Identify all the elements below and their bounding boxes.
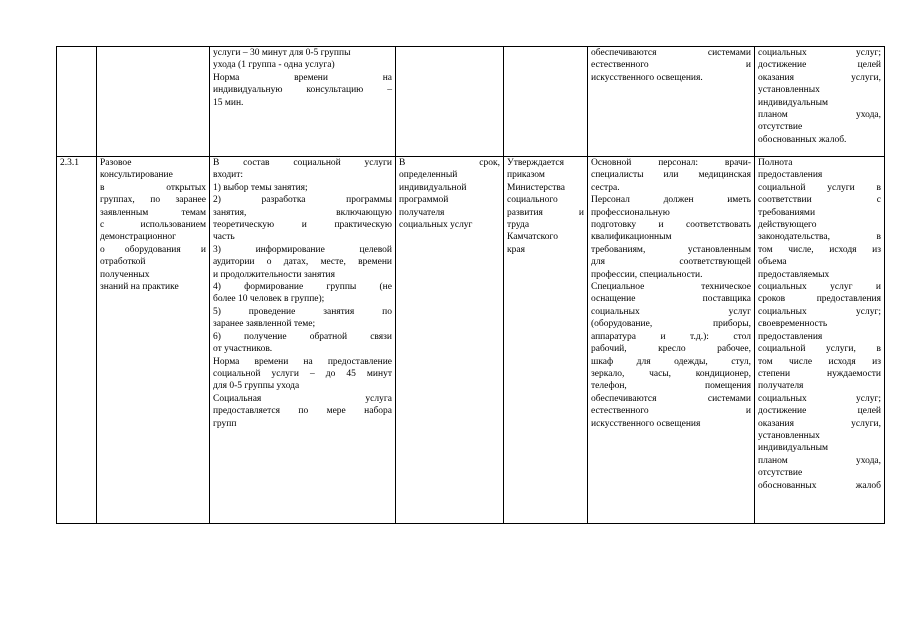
cell-text-line: сроков предоставления	[758, 294, 881, 305]
cell-text-line: том числе исходя из	[758, 356, 881, 367]
cell-text-line: своевременность	[758, 319, 828, 330]
cell-text-line: края	[507, 244, 525, 255]
cell-conditions	[588, 157, 755, 524]
cell-text-line: индивидуальным	[758, 97, 828, 108]
cell-text-line: социальной услуги, в	[758, 344, 881, 355]
cell-text-line: о оборудования и	[100, 244, 206, 255]
cell-text-line: требованиями	[758, 207, 816, 218]
cell-text-line: естественного и	[591, 60, 751, 71]
cell-text-line: предоставления	[758, 170, 823, 181]
cell-conditions	[588, 47, 755, 157]
cell-text-line: законодательства, в	[758, 232, 881, 243]
cell-text-line: зеркало, часы, кондиционер,	[591, 368, 751, 379]
cell-text-line: степени нуждаемости	[758, 368, 881, 379]
cell-text-line: от участников.	[213, 344, 273, 355]
cell-text-line: обоснованных жалоб	[758, 480, 881, 491]
cell-text-line: соответствии с	[758, 195, 881, 206]
cell-text-line: социальной услуги в	[758, 182, 881, 193]
cell-text-line: отсутствие	[758, 468, 803, 479]
cell-text-line: том числе, исходя из	[758, 244, 881, 255]
cell-tariff	[504, 157, 588, 524]
cell-text-line: Специальное техническое	[591, 282, 751, 293]
cell-text-line: для 0-5 группы ухода	[213, 381, 300, 392]
cell-text-line: Социальная услуга	[213, 393, 392, 404]
table-row	[57, 157, 885, 524]
cell-number	[57, 47, 97, 157]
cell-text-line: предоставляемых	[758, 269, 830, 280]
cell-text-line: отсутствие	[758, 122, 803, 133]
cell-service-description	[210, 157, 396, 524]
cell-text-line: (оборудование, приборы,	[591, 319, 751, 330]
cell-text-line: приказом	[507, 170, 545, 181]
cell-text-line: развития и	[507, 207, 584, 218]
cell-text-line: естественного и	[591, 406, 751, 417]
cell-text-line: предоставляется по мере набора	[213, 406, 392, 417]
cell-text-line: и продолжительности занятия	[213, 269, 335, 280]
cell-text-line: часть	[213, 232, 235, 243]
cell-text-line: программой	[399, 195, 449, 206]
cell-text-line: Полнота	[758, 158, 793, 168]
cell-text-line: подготовку и соответствовать	[591, 220, 751, 231]
cell-number: 2.3.1	[57, 157, 97, 524]
table-row	[57, 47, 885, 157]
cell-text-line: установленных	[758, 430, 820, 441]
cell-text-line: с использованием	[100, 220, 206, 231]
cell-text-line: квалификационным	[591, 232, 672, 243]
cell-text-line: в открытых	[100, 182, 206, 193]
cell-service-term	[396, 47, 504, 157]
cell-text-line: обеспечиваются системами	[591, 48, 751, 58]
cell-text-line: шкаф для одежды, стул,	[591, 356, 751, 367]
cell-text-line: отработкой	[100, 257, 146, 268]
cell-text-line: 15 мин.	[213, 97, 244, 108]
cell-text-line: искусственного освещения.	[591, 72, 703, 83]
cell-text-line: аппаратура и т.д.): стол	[591, 331, 751, 342]
cell-text-line: профессии, специальности.	[591, 269, 703, 280]
cell-text-line: получателя	[758, 381, 804, 392]
cell-text-line: социальной услуги – до 45 минут	[213, 368, 392, 379]
cell-text-line: Министерства	[507, 182, 565, 193]
services-table	[56, 46, 885, 524]
cell-text-line: оснащение поставщика	[591, 294, 751, 305]
cell-text-line: социальных услуг;	[758, 306, 881, 317]
cell-text-line: искусственного освещения	[591, 418, 701, 429]
cell-text-line: 1) выбор темы занятия;	[213, 182, 308, 193]
cell-text-line: более 10 человек в группе);	[213, 294, 325, 305]
cell-text-line: 4) формирование группы (не	[213, 282, 392, 293]
cell-text-line: социальных услуг	[591, 306, 751, 317]
cell-text-line: объема	[758, 257, 787, 268]
cell-text-line: теоретическую и практическую	[213, 220, 392, 231]
cell-text-line: требованиям, установленным	[591, 244, 751, 255]
cell-text-line: Утверждается	[507, 158, 564, 168]
cell-text-line: входит:	[213, 170, 244, 181]
cell-text-line: Основной персонал: врачи-	[591, 158, 751, 168]
cell-text-line: заранее заявленной теме;	[213, 319, 316, 330]
cell-service-name	[97, 47, 210, 157]
cell-text-line: телефон, помещения	[591, 381, 751, 392]
cell-text-line: Норма времени на предоставление	[213, 356, 392, 367]
cell-text-line: социального	[507, 195, 558, 206]
cell-service-term	[396, 157, 504, 524]
cell-text-line: рабочий, кресло рабочее,	[591, 344, 751, 355]
cell-text-line: получателя	[399, 207, 445, 218]
cell-text-line: индивидуальным	[758, 443, 828, 454]
cell-text-line: заявленным темам	[100, 207, 206, 218]
cell-text-line: 5) проведение занятия по	[213, 306, 392, 317]
cell-text-line: профессиональную	[591, 207, 670, 218]
cell-text-line: аудитории о датах, месте, времени	[213, 257, 392, 268]
cell-service-description	[210, 47, 396, 157]
cell-text-line: услуги – 30 минут для 0-5 группы	[213, 48, 351, 58]
cell-text-line: Норма времени на	[213, 72, 392, 83]
cell-text-line: социальных услуг и	[758, 282, 881, 293]
cell-text-line: достижение целей	[758, 60, 881, 71]
cell-text-line: Разовое	[100, 158, 132, 168]
cell-text-line: планом ухода,	[758, 455, 881, 466]
cell-text-line: Камчатского	[507, 232, 558, 243]
cell-text-line: консультирование	[100, 170, 173, 181]
cell-text-line: Персонал должен иметь	[591, 195, 751, 206]
cell-tariff	[504, 47, 588, 157]
cell-text-line: 3) информирование целевой	[213, 244, 392, 255]
cell-text-line: 2) разработка программы	[213, 195, 392, 206]
cell-text-line: сестра.	[591, 182, 620, 193]
cell-text-line: обеспечиваются системами	[591, 393, 751, 404]
cell-text-line: социальных услуг;	[758, 48, 881, 58]
cell-text-line: групп	[213, 418, 237, 429]
cell-text-line: установленных	[758, 85, 820, 96]
cell-text-line: занятия, включающую	[213, 207, 392, 218]
cell-text-line: специалисты или медицинская	[591, 170, 751, 181]
cell-text-line: индивидуальной	[399, 182, 467, 193]
cell-text-line: индивидуальную консультацию –	[213, 85, 392, 96]
cell-quality-indicators	[755, 47, 885, 157]
cell-text-line: оказания услуги,	[758, 72, 881, 83]
cell-text-line: определенный	[399, 170, 458, 181]
cell-text-line: В срок,	[399, 158, 500, 168]
cell-text-line: предоставления	[758, 331, 823, 342]
cell-text-line: планом ухода,	[758, 110, 881, 121]
cell-service-name	[97, 157, 210, 524]
cell-text-line: ухода (1 группа - одна услуга)	[213, 60, 335, 71]
cell-text-line: демонстрационног	[100, 232, 177, 243]
cell-text-line: социальных услуг;	[758, 393, 881, 404]
cell-text-line: труда	[507, 220, 530, 231]
cell-quality-indicators	[755, 157, 885, 524]
cell-text-line: оказания услуги,	[758, 418, 881, 429]
cell-text-line: социальных услуг	[399, 220, 473, 231]
cell-text-line: достижение целей	[758, 406, 881, 417]
cell-text-line: группах, по заранее	[100, 195, 206, 206]
cell-text-line: В состав социальной услуги	[213, 158, 392, 168]
cell-text-line: знаний на практике	[100, 282, 179, 293]
cell-text-line: полученных	[100, 269, 150, 280]
cell-text-line: 6) получение обратной связи	[213, 331, 392, 342]
cell-text-line: для соответствующей	[591, 257, 751, 268]
cell-text-line: обоснованных жалоб.	[758, 134, 847, 145]
cell-text-line: действующего	[758, 220, 817, 231]
